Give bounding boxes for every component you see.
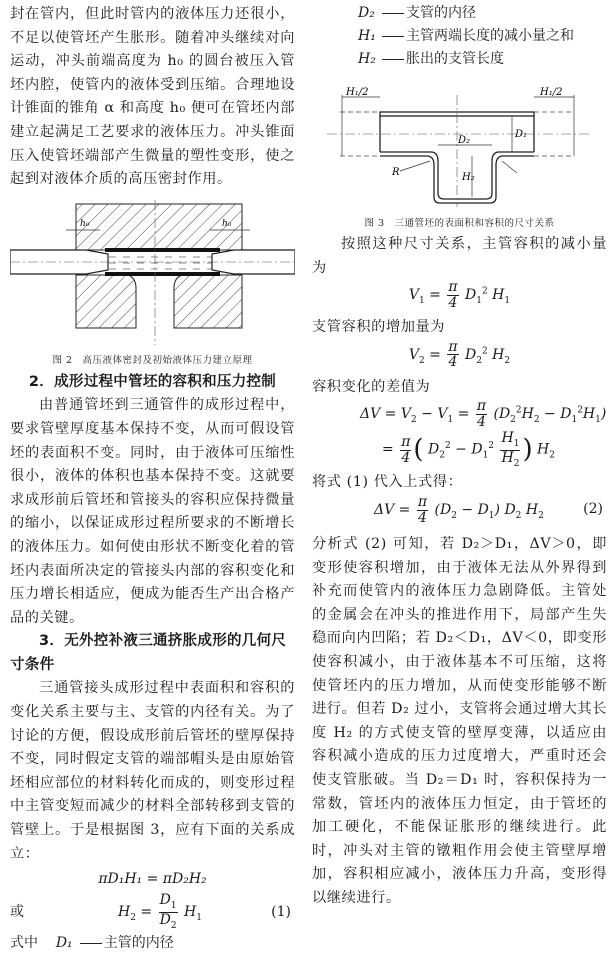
section-2-heading: 2．成形过程中管坯的容积和压力控制 <box>28 373 277 390</box>
equation-1-prefix: 或 <box>10 904 24 921</box>
fig3-label-h1-half-right: H₁/2 <box>540 87 563 98</box>
dv-intro-text: 容积变化的差值为 <box>312 378 431 395</box>
def-h2-symbol: H₂ <box>358 51 376 67</box>
equation-v2: $V_2$ = $\frac{\pi}{4}$ $D_2^2$ $H_2$ <box>408 338 511 371</box>
lower-die-right <box>174 275 242 328</box>
fig3-label-d1: D₁ <box>515 129 528 140</box>
figure-2-diagram <box>10 200 295 350</box>
substitution-intro-text: 将式 (1) 代入上式得： <box>312 474 463 491</box>
v1-intro-text: 按照这种尺寸关系，主管容积的减小量为 <box>312 236 607 276</box>
tube-wall-top <box>105 248 220 252</box>
definitions-list <box>312 2 607 71</box>
equation-2: ΔV = $\frac{\pi}{4}$ $(D_2 - D_1)$ $D_2$ $H_2$ (2) <box>374 493 603 526</box>
left-column <box>10 0 295 955</box>
section-2-paragraph: 由普通管坯到三通管件的成形过程中，要求管壁厚度基本保持不变，从而可假设管坯的表面积不变。同时，由于液体可压缩性很小，液体的体积也基本保持不变。这就要求成形前后管坯和管接头的容积应保持微量的缩小，以保证成形过程所要求的不断增长的液体压力。如何使由形状不断变化着的管坯内表面所决定的管接头内部的容积变化和压力增长相适应，便成为能否生产出合格产品的关键。 <box>10 397 295 626</box>
fig3-label-h1-half-left: H₁/2 <box>346 87 369 98</box>
def-h2-text: 胀出的支管长度 <box>406 51 504 67</box>
figure-2-caption: 图 2 高压液体密封及初始液体压力建立原理 <box>52 354 253 366</box>
right-column <box>312 0 607 910</box>
def-h1-text: 主管两端长度的减小量之和 <box>406 28 574 44</box>
figure-3-caption: 图 3 三通管坯的表面积和容积的尺寸关系 <box>364 218 555 229</box>
upper-die <box>76 204 242 250</box>
equation-1-body: $H_2$ = $\frac{D_1}{D_2}$ $H_1$ <box>118 892 202 931</box>
fig2-label-h0-left: h₀ <box>80 218 90 229</box>
equation-area-balance: πD₁H₁ = πD₂H₂ <box>98 871 207 888</box>
v2-intro-text: 支管容积的增加量为 <box>312 319 446 336</box>
analysis-paragraph: 分析式 (2) 可知，若 D₂＞D₁，ΔV＞0，即变形使容积增加，由于液体无法从外界得到补充而使管内的液体压力急剧降低。主管处的金属会在冲头的推进作用下，局部产生失稳而向内凹陷；若 D₂＜D₁，ΔV＜0，即变形使容积减小，由于液体基本不可压缩，这将使管坯内的压力增加，从而使变形能够不断进行。但若 D₂ 过小，支管将会通过增大其长度 H₂ 的方式使支管的壁厚变薄，以适应由容积减小造成的压力过度增大，严重时还会使支管胀破。当 D₂＝D₁ 时，容积保持为一常数，管坯内的液体压力恒定，由于管坯的加工硬化，不能保证胀形的继续进行。此时，冲头对主管的镦粗作用会使主管壁厚增加，容积相应减小，液体压力升高，变形得以继续进行。 <box>312 535 607 906</box>
equation-1 <box>10 892 295 932</box>
definition-h1 <box>358 25 607 48</box>
where-label: 式中 <box>10 935 38 952</box>
equation-dv-line2: = $\frac{\pi}{4}$ ( $D_2^2 - D_1^2$ $\frac{H_1}{H_2}$ ) $H_2$ <box>382 430 555 469</box>
fig3-label-h2: H₂ <box>462 172 475 183</box>
fig2-label-h0-right: h₀ <box>222 218 232 229</box>
equation-1-number: (1) <box>271 904 291 921</box>
def-h1-symbol: H₁ <box>358 28 376 44</box>
equation-v1: $V_1$ = $\frac{\pi}{4}$ $D_1^2$ $H_1$ <box>408 279 511 311</box>
section-3-paragraph: 三通管接头成形过程中表面积和容积的变化关系主要与主、支管的内径有关。为了讨论的方便，假设成形前后管坯的壁厚保持不变，同时假定支管的端部帽头是由原始管坯相应部位的材料转化而成的，则变形过程中主管变短而减少的材料全部转移到支管的管壁上。于是根据图 3，应有下面的关系成立： <box>10 680 295 862</box>
definition-d2 <box>358 2 607 25</box>
def-d1-symbol: D₁ <box>55 935 73 952</box>
fig3-label-r: R <box>392 167 400 178</box>
fig3-label-d2: D₂ <box>458 135 471 146</box>
def-d2-symbol: D₂ <box>358 5 375 21</box>
equation-2-number: (2) <box>583 500 603 517</box>
def-d1-text: 主管的内径 <box>103 935 174 952</box>
figure-3-diagram <box>312 85 607 215</box>
def-d2-text: 支管的内径 <box>406 5 476 21</box>
figure-2 <box>10 200 295 366</box>
lower-die-left <box>76 275 136 328</box>
intro-paragraph: 封在管内，但此时管内的液体压力还很小，不足以使管坯产生胀形。随着冲头继续对向运动，冲头前端高度为 h₀ 的圆台被压入管坯内腔，使管内的液体受到压缩。合理地设计锥面的锥角 α 和高度 h₀ 便可在管坯内部建立起满足工艺要求的液体压力。冲头锥面压入使管坯端部产生微量的塑性变形，使之起到对液体介质的高压密封作用。 <box>10 6 295 188</box>
tube-wall-bottom <box>105 272 220 276</box>
definition-h2 <box>358 48 607 71</box>
figure-3 <box>312 85 607 229</box>
equation-dv-line1: $\Delta V = V_2 - V_1$ = $\frac{\pi}{4}$ $(D_2^2H_2 - D_1^2H_1)$ <box>360 398 607 431</box>
section-3-heading: 3．无外控补液三通挤胀成形的几何尺寸条件 <box>10 633 287 673</box>
